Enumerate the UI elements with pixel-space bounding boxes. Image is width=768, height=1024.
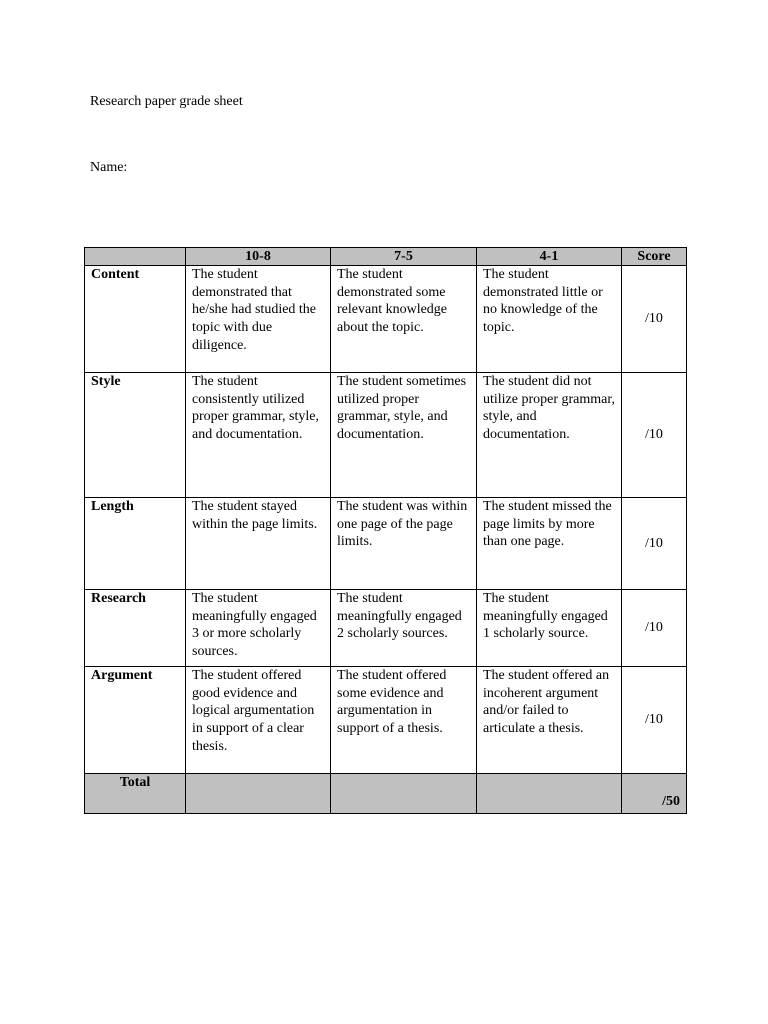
total-blank-mid (331, 774, 477, 814)
argument-score: /10 (622, 667, 687, 774)
total-row (85, 774, 687, 814)
name-label: Name: (90, 160, 128, 175)
content-mid-desc: The student demonstrated some relevant knowledge about the topic. (331, 266, 477, 373)
style-high-desc: The student consistently utilized proper grammar, style, and documentation. (186, 373, 331, 498)
row-research (85, 590, 687, 667)
criterion-argument: Argument (85, 667, 186, 774)
length-mid-desc: The student was within one page of the page limits. (331, 498, 477, 590)
criterion-content: Content (85, 266, 186, 373)
total-blank-low (477, 774, 622, 814)
argument-low-desc: The student offered an incoherent argument and/or failed to articulate a thesis. (477, 667, 622, 774)
header-range-7-5: 7-5 (331, 248, 477, 266)
research-low-desc: The student meaningfully engaged 1 scholarly source. (477, 590, 622, 667)
header-criterion (85, 248, 186, 266)
grading-rubric-table (84, 247, 687, 814)
header-range-10-8: 10-8 (186, 248, 331, 266)
research-mid-desc: The student meaningfully engaged 2 scholarly sources. (331, 590, 477, 667)
style-mid-desc: The student sometimes utilized proper grammar, style, and documentation. (331, 373, 477, 498)
content-score: /10 (622, 266, 687, 373)
criterion-length: Length (85, 498, 186, 590)
research-score: /10 (622, 590, 687, 667)
total-label: Total (85, 774, 186, 814)
header-row (85, 248, 687, 266)
row-style (85, 373, 687, 498)
length-score: /10 (622, 498, 687, 590)
length-low-desc: The student missed the page limits by more than one page. (477, 498, 622, 590)
document-title: Research paper grade sheet (90, 94, 243, 109)
row-content (85, 266, 687, 373)
style-low-desc: The student did not utilize proper grammar, style, and documentation. (477, 373, 622, 498)
criterion-style: Style (85, 373, 186, 498)
header-score: Score (622, 248, 687, 266)
row-length (85, 498, 687, 590)
content-high-desc: The student demonstrated that he/she had studied the topic with due diligence. (186, 266, 331, 373)
content-low-desc: The student demonstrated little or no knowledge of the topic. (477, 266, 622, 373)
argument-mid-desc: The student offered some evidence and argumentation in support of a thesis. (331, 667, 477, 774)
header-range-4-1: 4-1 (477, 248, 622, 266)
length-high-desc: The student stayed within the page limits. (186, 498, 331, 590)
argument-high-desc: The student offered good evidence and logical argumentation in support of a clear thesis. (186, 667, 331, 774)
criterion-research: Research (85, 590, 186, 667)
row-argument (85, 667, 687, 774)
total-score: /50 (622, 774, 687, 814)
style-score: /10 (622, 373, 687, 498)
total-blank-high (186, 774, 331, 814)
research-high-desc: The student meaningfully engaged 3 or more scholarly sources. (186, 590, 331, 667)
